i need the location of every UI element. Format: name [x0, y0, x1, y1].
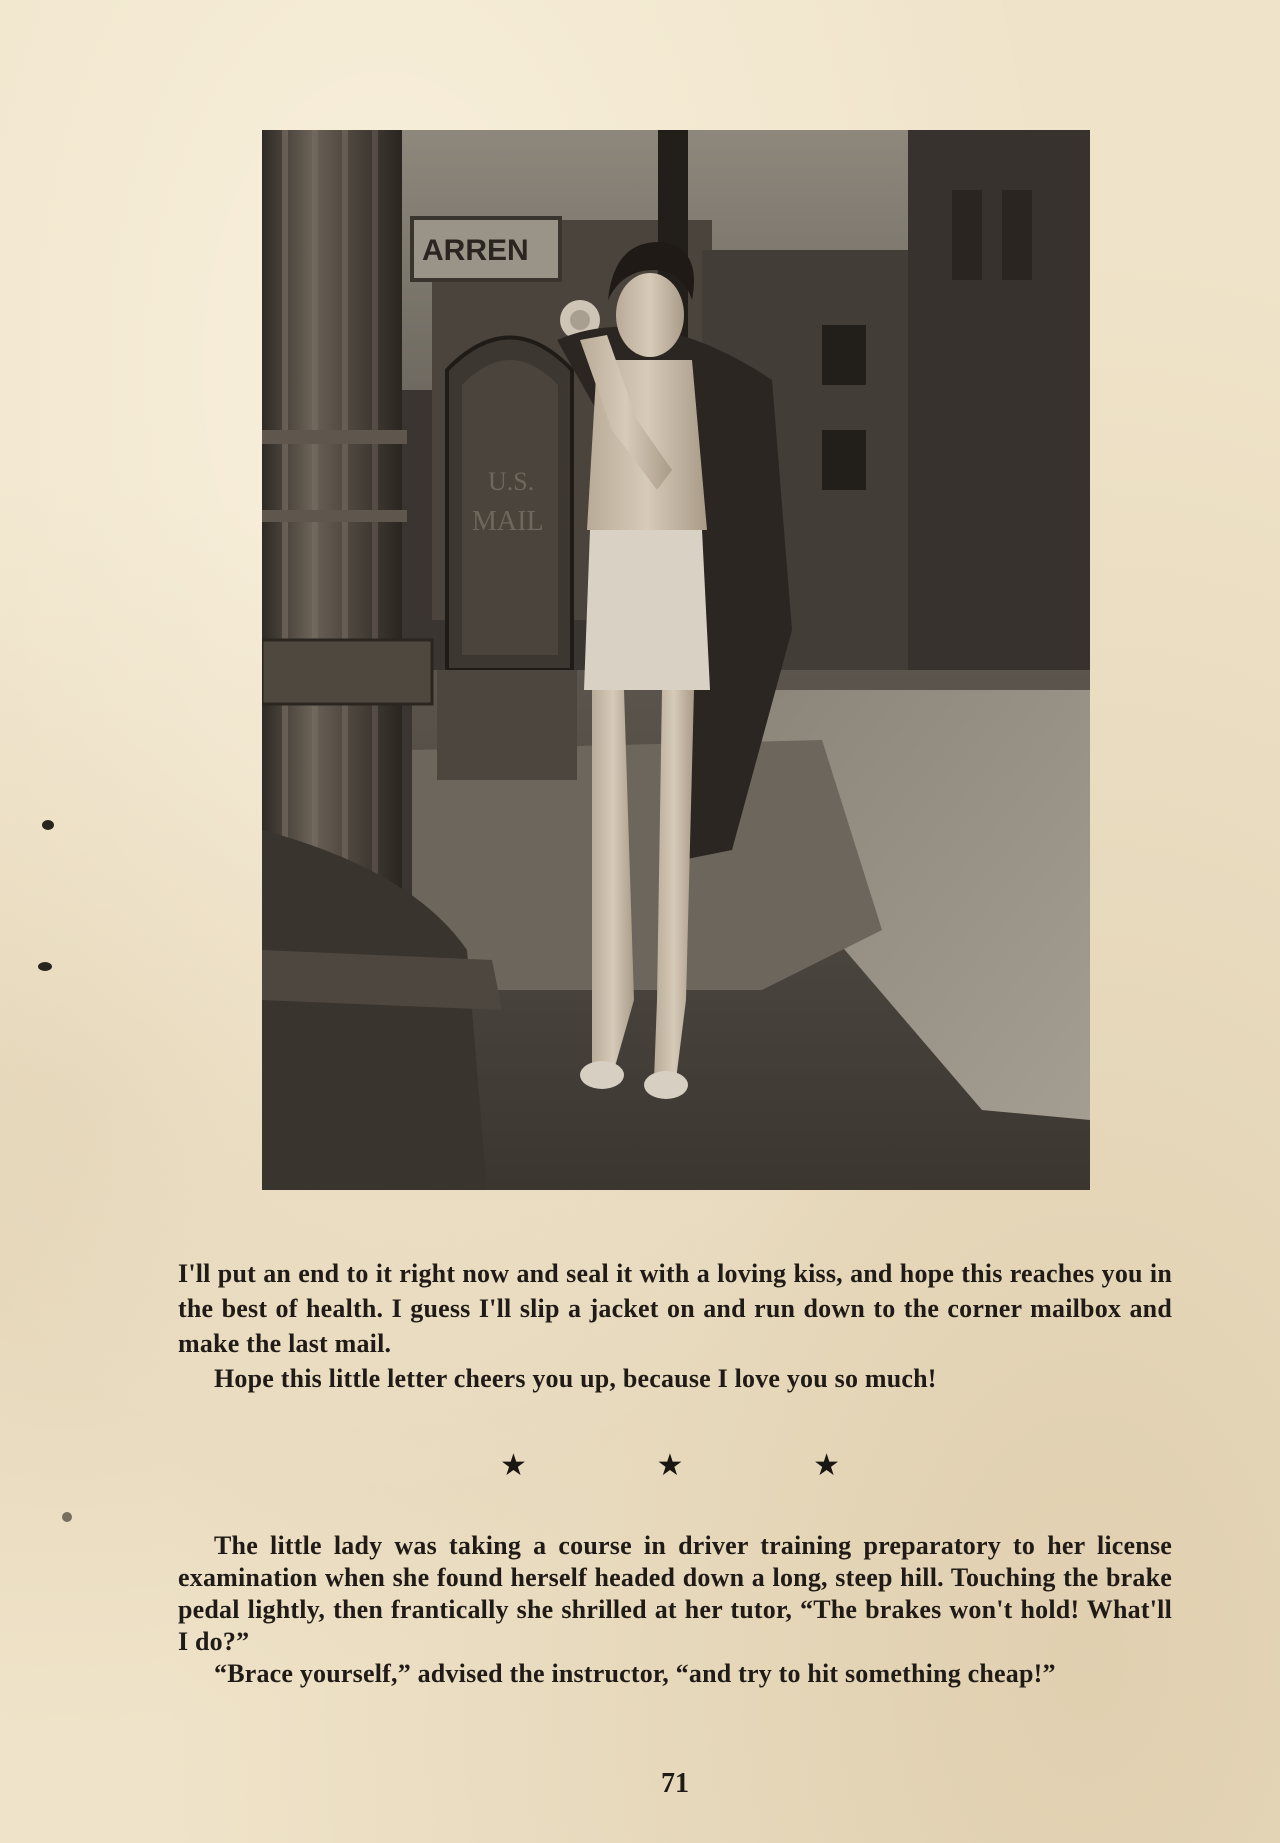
figure-head — [616, 273, 684, 357]
store-sign-text: ARREN — [422, 234, 529, 267]
paper-speck — [62, 1512, 72, 1522]
building-window — [1002, 190, 1032, 280]
figure-left-shoe — [580, 1061, 624, 1089]
joke-text — [178, 1530, 1172, 1690]
building-window — [822, 430, 866, 490]
joke-paragraph: The little lady was taking a course in driver training preparatory to her license examination when she found herself headed down a long, steep hill. Touching the brake pedal lightly, then frantically she shrilled at her tutor, “The brakes won't hold! What'll I do?” — [178, 1531, 1172, 1656]
mailbox-stand — [437, 670, 577, 780]
photo-woman-at-mailbox — [262, 130, 1090, 1190]
letter-text — [178, 1256, 1172, 1396]
star-icon: ★ — [656, 1449, 684, 1482]
lamppost-bracket — [262, 640, 432, 704]
letter-paragraph: I'll put an end to it right now and seal it with a loving kiss, and hope this reaches you in the best of health. I guess I'll slip a jacket on and run down to the corner mailbox and make the last mail. — [178, 1259, 1172, 1358]
building-window — [822, 325, 866, 385]
mailbox-label-line1: U.S. — [488, 467, 535, 496]
letter-paragraph: Hope this little letter cheers you up, because I love you so much! — [214, 1364, 937, 1393]
figure-right-shoe — [644, 1071, 688, 1099]
star-separator — [500, 1448, 840, 1483]
figure-shorts — [584, 530, 710, 690]
star-icon: ★ — [500, 1449, 527, 1482]
paper-speck — [38, 962, 52, 971]
mailbox-label-line2: MAIL — [472, 506, 544, 537]
paper-speck — [42, 820, 54, 830]
photo-illustration — [262, 130, 1090, 1190]
page-number: 71 — [661, 1768, 689, 1799]
building-window — [952, 190, 982, 280]
lamppost-band — [262, 510, 407, 522]
lamppost-band — [262, 430, 407, 444]
joke-paragraph: “Brace yourself,” advised the instructor, “and try to hit something cheap!” — [214, 1659, 1056, 1688]
star-icon: ★ — [813, 1449, 840, 1482]
background-building-right — [908, 130, 1090, 700]
